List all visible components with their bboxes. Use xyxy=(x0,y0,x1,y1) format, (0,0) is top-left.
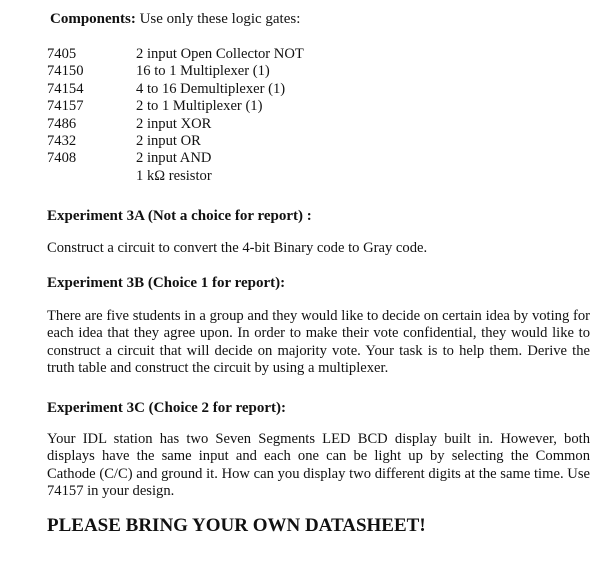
part-description: 16 to 1 Multiplexer (1) xyxy=(136,63,270,80)
part-number: 7405 xyxy=(47,46,77,62)
experiment-3b-heading: Experiment 3B (Choice 1 for report): xyxy=(47,275,286,291)
part-description: 4 to 16 Demultiplexer (1) xyxy=(136,80,286,97)
component-row xyxy=(47,168,367,185)
part-description: 2 input OR xyxy=(136,132,201,149)
part-number: 7408 xyxy=(47,150,77,167)
part-number: 74157 xyxy=(47,98,84,115)
components-intro: Use only these logic gates: xyxy=(135,11,301,27)
part-number: 7432 xyxy=(47,132,77,149)
part-description: 2 input Open Collector NOT xyxy=(136,46,304,62)
component-row xyxy=(47,63,367,80)
part-description: 2 to 1 Multiplexer (1) xyxy=(136,98,263,115)
part-number: 74150 xyxy=(47,63,84,80)
component-row xyxy=(47,133,367,150)
datasheet-reminder: PLEASE BRING YOUR OWN DATASHEET! xyxy=(47,515,426,536)
experiment-3a-body: Construct a circuit to convert the 4-bit Binary code to Gray code. xyxy=(47,240,428,256)
components-heading xyxy=(50,9,300,29)
experiment-3c-body: Your IDL station has two Seven Segments LED BCD display built in. However, both displays have the same input and each one can be light up by selecting the Common Cathode (C/C) and ground it. How can you display two different digits at the same time. Use 74157 in your design. xyxy=(47,431,590,500)
experiment-3c-heading: Experiment 3C (Choice 2 for report): xyxy=(47,400,286,416)
part-number: 7486 xyxy=(47,115,77,132)
experiment-3b-body: There are five students in a group and they would like to decide on certain idea by voting for each idea that they agree upon. In order to make their vote confidential, they would like to construct a circuit that will decide on majority vote. Your task is to help them. Derive the truth table and construct the circuit by using a multiplexer. xyxy=(47,308,590,377)
part-description: 1 kΩ resistor xyxy=(136,167,212,184)
part-description: 2 input XOR xyxy=(136,115,212,132)
component-row xyxy=(47,81,367,98)
component-row xyxy=(47,98,367,115)
component-row xyxy=(47,150,367,167)
component-row xyxy=(47,116,367,133)
component-list xyxy=(47,46,367,185)
experiment-3a-heading: Experiment 3A (Not a choice for report) : xyxy=(47,208,312,224)
components-label: Components: xyxy=(50,11,136,27)
component-row xyxy=(47,46,367,63)
part-number: 74154 xyxy=(47,80,84,97)
part-description: 2 input AND xyxy=(136,150,212,167)
